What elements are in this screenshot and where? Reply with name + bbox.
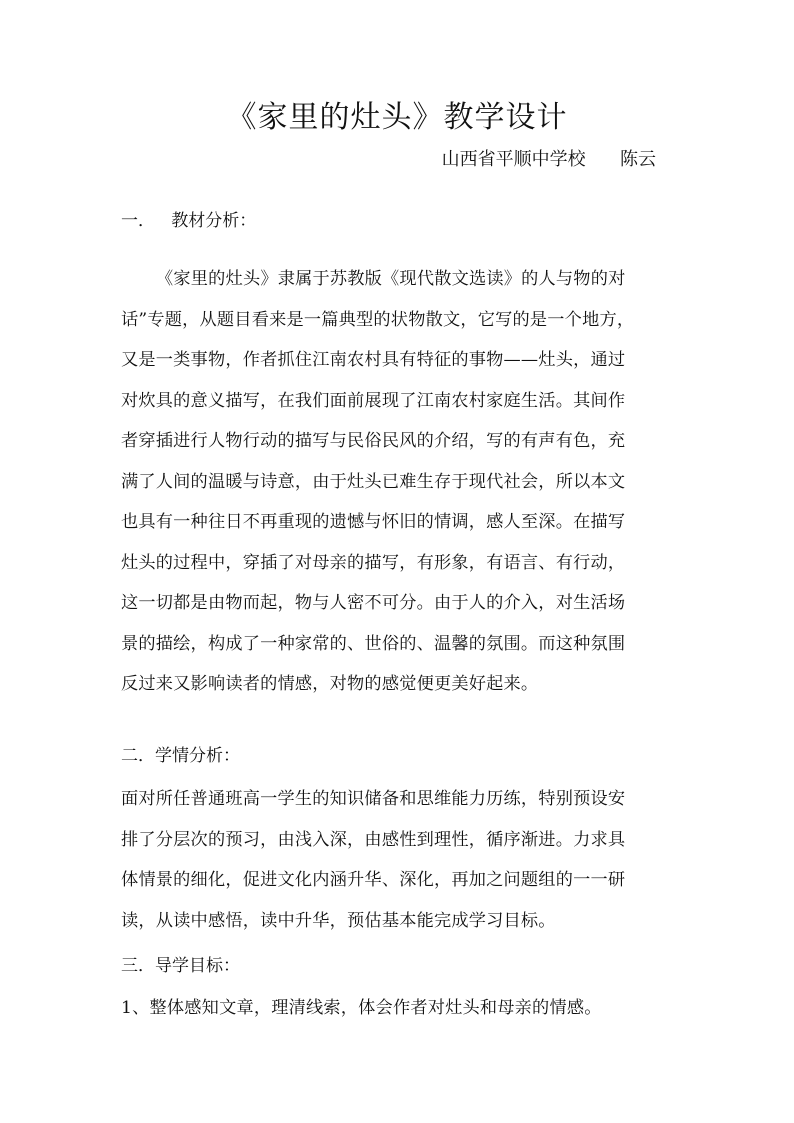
section-heading-learner-analysis: 二．学情分析： <box>121 746 240 766</box>
body-line: 满了人间的温暖与诗意，由于灶头已难生存于现代社会，所以本文 <box>121 471 626 492</box>
document-title: 《家里的灶头》教学设计 <box>226 100 568 135</box>
body-line: 景的描绘，构成了一种家常的、世俗的、温馨的氛围。而这种氛围 <box>121 633 626 654</box>
author-line: 山西省平顺中学校 陈云 <box>441 149 656 170</box>
section-heading-textbook-analysis: 一． 教材分析： <box>121 211 257 231</box>
body-line: 又是一类事物，作者抓住江南农村具有特征的事物——灶头，通过 <box>121 350 626 370</box>
body-line: 反过来又影响读者的情感，对物的感觉便更美好起来。 <box>121 674 539 694</box>
body-line: 对炊具的意义描写，在我们面前展现了江南农村家庭生活。其间作 <box>121 390 626 411</box>
body-line: 排了分层次的预习，由浅入深，由感性到理性，循序渐进。力求具 <box>121 829 626 850</box>
body-line: 面对所任普通班高一学生的知识储备和思维能力历练，特别预设安 <box>121 789 626 809</box>
section-body-textbook-analysis <box>121 259 674 705</box>
body-line: 读，从读中感悟，读中升华，预估基本能完成学习目标。 <box>121 910 556 931</box>
body-line: 这一切都是由物而起，物与人密不可分。由于人的介入，对生活场 <box>121 593 626 613</box>
section-body-learner-analysis <box>121 779 674 941</box>
section-body-learning-goals <box>121 988 674 1029</box>
body-line: 者穿插进行人物行动的描写与民俗民风的介绍，写的有声有色，充 <box>121 431 626 451</box>
body-line: 也具有一种往日不再重现的遗憾与怀旧的情调，感人至深。在描写 <box>121 512 626 532</box>
section-heading-learning-goals: 三．导学目标： <box>121 956 240 976</box>
body-line: 1、整体感知文章，理清线索，体会作者对灶头和母亲的情感。 <box>121 998 602 1018</box>
body-line: 话”专题，从题目看来是一篇典型的状物散文，它写的是一个地方， <box>121 309 635 330</box>
body-line: 灶头的过程中，穿插了对母亲的描写，有形象，有语言、有行动， <box>121 552 626 573</box>
body-line: 体情景的细化，促进文化内涵升华、深化，再加之问题组的一一研 <box>121 870 626 890</box>
body-line: 《家里的灶头》隶属于苏教版《现代散文选读》的人与物的对 <box>156 269 626 289</box>
